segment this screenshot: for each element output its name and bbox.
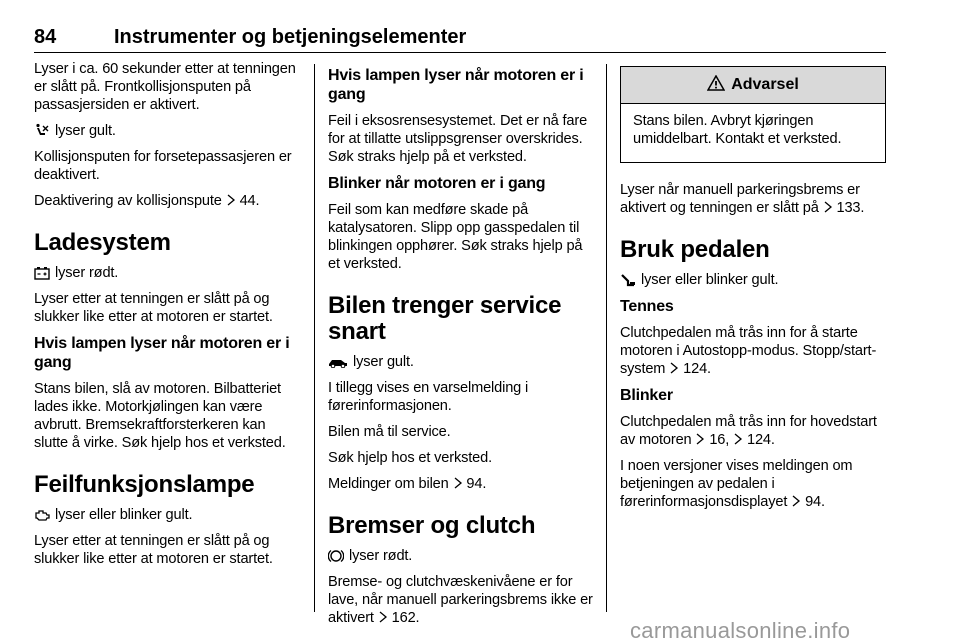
heading-engine-lamp-running: Hvis lampen lyser når motoren er i gang [328,67,584,103]
blinker-page-b: 124. [746,432,775,448]
pedal-icon [620,272,636,288]
brake-fluid-paragraph [328,573,594,627]
column-divider [314,64,315,612]
service-indicator-text: lyser gult. [353,354,414,370]
engine-icon [34,507,50,523]
brake-indicator-text: lyser rødt. [349,548,413,564]
brake-indicator-line [328,547,594,565]
column-divider [606,64,607,612]
service-ref-page: 94. [466,476,487,492]
column-1 [34,60,300,576]
page-ref-icon [695,433,705,445]
heading-engine-lamp-blinking: Blinker når motoren er i gang [328,175,546,192]
column-2 [328,60,594,635]
battery-indicator-text: lyser rødt. [55,265,119,281]
pedal-indicator-text: lyser eller blinker gult. [641,272,779,288]
pedal-indicator-line [620,271,886,289]
warning-title: Advarsel [731,76,799,93]
brake-fluid-page: 162. [391,610,420,626]
engine-indicator-text: lyser eller blinker gult. [55,507,193,523]
tennes-text: Clutchpedalen må trås inn for å starte motoren i Autostopp-modus. Stopp/start-system [620,325,877,377]
page-ref-icon [378,611,388,623]
battery-paragraph: Lyser etter at tenningen er slått på og slukker like etter at motoren er startet. [34,291,273,325]
tennes-paragraph [620,324,886,378]
service-wrench-car-icon [328,354,348,370]
chapter-title: Instrumenter og betjeningselementer [114,26,467,48]
heading-ladesystem: Ladesystem [34,229,171,256]
heading-service: Bilen trenger service snart [328,292,562,345]
column-3 [620,60,886,519]
airbag-ref-text: Deaktivering av kollisjonspute [34,193,222,209]
airbag-ref-page: 44. [239,193,260,209]
airbag-indicator-text: lyser gult. [55,123,116,139]
page-ref-icon [669,362,679,374]
airbag-deactivated-paragraph: Kollisjonsputen for forsetepassasjeren er deaktivert. [34,149,292,183]
watermark: carmanualsonline.info [630,618,851,643]
page-ref-icon [823,201,833,213]
heading-pedal: Bruk pedalen [620,236,770,263]
service-ref-text: Meldinger om bilen [328,476,449,492]
parking-brake-page: 133. [836,200,865,216]
brake-fluid-text: Bremse- og clutchvæskenivåene er for lave, når manuell parkeringsbrems ikke er aktivert [328,574,593,626]
page-ref-icon [791,495,801,507]
heading-tennes: Tennes [620,298,674,315]
warning-body [621,104,885,162]
battery-indicator-line [34,264,300,282]
parking-brake-text: Lyser når manuell parkeringsbrems er aktivert og tenningen er slått på [620,182,860,216]
page-ref-icon [733,433,743,445]
airbag-ref-paragraph [34,192,300,210]
heading-feilfunksjonslampe: Feilfunksjonslampe [34,471,255,498]
service-message-paragraph: I tillegg vises en varselmelding i førerinformasjonen. [328,380,529,414]
airbag-off-icon [34,123,50,139]
service-needed-paragraph: Bilen må til service. [328,424,451,440]
page-ref-icon [453,477,463,489]
engine-paragraph: Lyser etter at tenningen er slått på og slukker like etter at motoren er startet. [34,533,273,567]
heading-brakes-clutch: Bremser og clutch [328,512,536,539]
parking-brake-paragraph [620,181,886,217]
page-ref-icon [226,194,236,206]
battery-running-paragraph: Stans bilen, slå av motoren. Bilbatteriet lades ikke. Motorkjølingen kan være avbrutt. Bremsekraftforsterkeren kan slutte å virke. Søk hjelp hos et verksted. [34,381,286,451]
driver-info-paragraph [620,457,886,511]
tennes-page: 124. [683,361,711,377]
warning-text: Stans bilen. Avbryt kjøringen umiddelbart. Kontakt et verksted. [633,113,842,147]
service-help-paragraph: Søk hjelp hos et verksted. [328,450,493,466]
battery-icon [34,265,50,281]
blinker-paragraph [620,413,886,449]
page-number: 84 [34,26,57,48]
exhaust-paragraph: Feil i eksosrensesystemet. Det er nå fare for at tillatte utslippsgrenser overskrides. Søk straks hjelp på et verksted. [328,113,588,165]
heading-blinker: Blinker [620,387,673,404]
service-ref-paragraph [328,475,594,493]
service-indicator-line [328,353,594,371]
heading-battery-lamp-running: Hvis lampen lyser når motoren er i gang [34,335,290,371]
airbag-paragraph: Lyser i ca. 60 sekunder etter at tenningen er slått på. Frontkollisjonsputen på passasjersiden er aktivert. [34,61,296,113]
blinker-text: Clutchpedalen må trås inn for hovedstart av motoren [620,414,877,448]
warning-header [621,67,885,104]
brake-warning-icon [328,548,344,564]
engine-indicator-line [34,506,300,524]
warning-box [620,66,886,163]
airbag-indicator-line [34,122,300,140]
catalyst-paragraph: Feil som kan medføre skade på katalysatoren. Slipp opp gasspedalen til blinkingen opphører. Søk straks hjelp på et verksted. [328,202,583,272]
warning-triangle-icon [707,75,725,96]
blinker-page-a: 16, [709,432,730,448]
driver-info-page: 94. [805,494,825,510]
driver-info-text: I noen versjoner vises meldingen om betjeningen av pedalen i førerinformasjonsdisplayet [620,458,853,510]
page-header [34,26,886,53]
